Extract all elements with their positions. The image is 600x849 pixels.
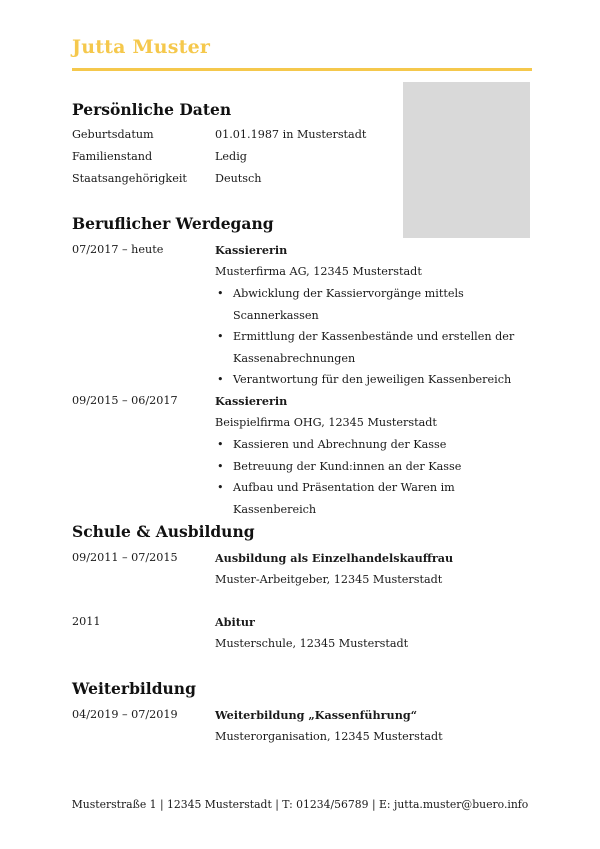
entry-date: 04/2019 – 07/2019 [72,708,178,721]
bullet-icon: • [217,459,224,473]
section-title-training: Weiterbildung [72,679,196,698]
footer-contact: Musterstraße 1 | 12345 Musterstadt | T: 01234/56789 | E: jutta.muster@buero.info [71,798,529,811]
entry-title: Abitur [215,615,255,629]
bullet-text: Kassieren und Abrechnung der Kasse [233,438,447,451]
section-title-personal: Persönliche Daten [72,100,232,119]
list-item [215,326,532,369]
bullet-icon: • [217,287,224,300]
bullet-text: Verantwortung für den jeweiligen Kassenbereich [233,373,512,386]
entry-date: 09/2011 – 07/2015 [72,551,178,564]
entry-title: Kassiererin [215,243,288,257]
bullet-text: Abwicklung der Kassiervorgänge mittels Scannerkassen [233,287,464,322]
row-value: 01.01.1987 in Musterstadt [215,128,367,141]
bullet-icon: • [217,330,224,343]
entry-company: Musterorganisation, 12345 Musterstadt [215,730,443,743]
candidate-name: Jutta Muster [72,36,211,58]
entry-company: Beispielfirma OHG, 12345 Musterstadt [215,416,437,429]
list-item [215,456,532,478]
entry-company: Muster-Arbeitgeber, 12345 Musterstadt [215,573,443,586]
bullet-text: Aufbau und Präsentation der Waren im Kassenbereich [233,481,455,516]
bullet-icon: • [217,373,224,386]
row-value: Ledig [215,150,247,163]
entry-title: Kassiererin [215,394,288,408]
row-label: Geburtsdatum [72,128,154,141]
entry-date: 09/2015 – 06/2017 [72,394,178,407]
row-label: Familienstand [72,150,153,163]
entry-company: Musterschule, 12345 Musterstadt [215,637,409,650]
entry-title: Weiterbildung „Kassenführung“ [215,708,418,722]
entry-date: 07/2017 – heute [72,243,164,256]
entry-bullets [215,434,532,520]
bullet-text: Ermittlung der Kassenbestände und erstellen der Kassenabrechnungen [233,330,515,365]
bullet-icon: • [217,481,224,494]
bullet-icon: • [217,438,224,451]
section-title-career: Beruflicher Werdegang [72,214,274,233]
list-item [215,283,532,326]
list-item [215,434,532,456]
list-item [215,477,532,520]
entry-company: Musterfirma AG, 12345 Musterstadt [215,265,422,278]
photo-placeholder [403,82,530,238]
section-title-education: Schule & Ausbildung [72,522,255,541]
row-label: Staatsangehörigkeit [72,172,187,185]
header-divider [72,68,532,71]
entry-title: Ausbildung als Einzelhandelskauffrau [215,551,454,565]
entry-bullets [215,283,532,391]
row-value: Deutsch [215,172,262,185]
bullet-text: Betreuung der Kund:innen an der Kasse [233,459,462,473]
entry-date: 2011 [72,615,101,628]
list-item [215,369,532,391]
